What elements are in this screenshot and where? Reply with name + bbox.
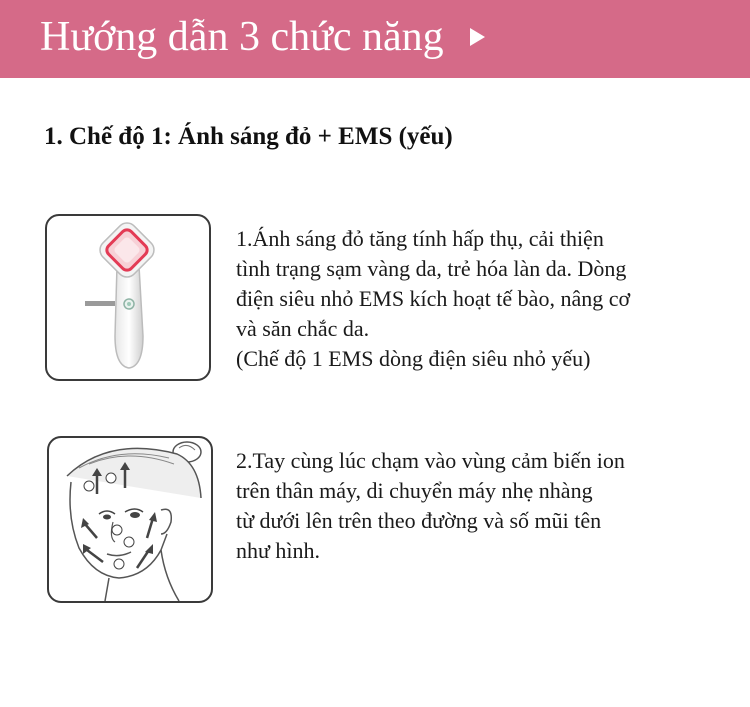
item2-line-4: như hình. (236, 538, 321, 563)
item1-line-1: 1.Ánh sáng đỏ tăng tính hấp thụ, cải thiện (236, 226, 604, 251)
item1-description (236, 224, 630, 374)
header-banner (0, 0, 750, 78)
device-red-light-icon (47, 216, 209, 379)
item1-line-2: tình trạng sạm vàng da, trẻ hóa làn da. Dòng (236, 256, 627, 281)
item1-line-3: điện siêu nhỏ EMS kích hoạt tế bào, nâng cơ (236, 286, 631, 311)
header-title-wrap (40, 12, 485, 62)
item1-line-5: (Chế độ 1 EMS dòng điện siêu nhỏ yếu) (236, 346, 591, 371)
device-image-frame (45, 214, 211, 381)
play-arrow-icon (470, 28, 485, 46)
item2-line-2: trên thân máy, di chuyển máy nhẹ nhàng (236, 478, 593, 503)
face-image-frame (47, 436, 213, 603)
page-title: Hướng dẫn 3 chức năng (40, 14, 444, 60)
item2-description (236, 446, 625, 566)
section-heading: 1. Chế độ 1: Ánh sáng đỏ + EMS (yếu) (44, 123, 453, 150)
item2-line-3: từ dưới lên trên theo đường và số mũi tên (236, 508, 602, 533)
item2-line-1: 2.Tay cùng lúc chạm vào vùng cảm biến ion (236, 448, 625, 473)
item1-line-4: và săn chắc da. (236, 316, 370, 341)
face-massage-icon (49, 438, 211, 601)
